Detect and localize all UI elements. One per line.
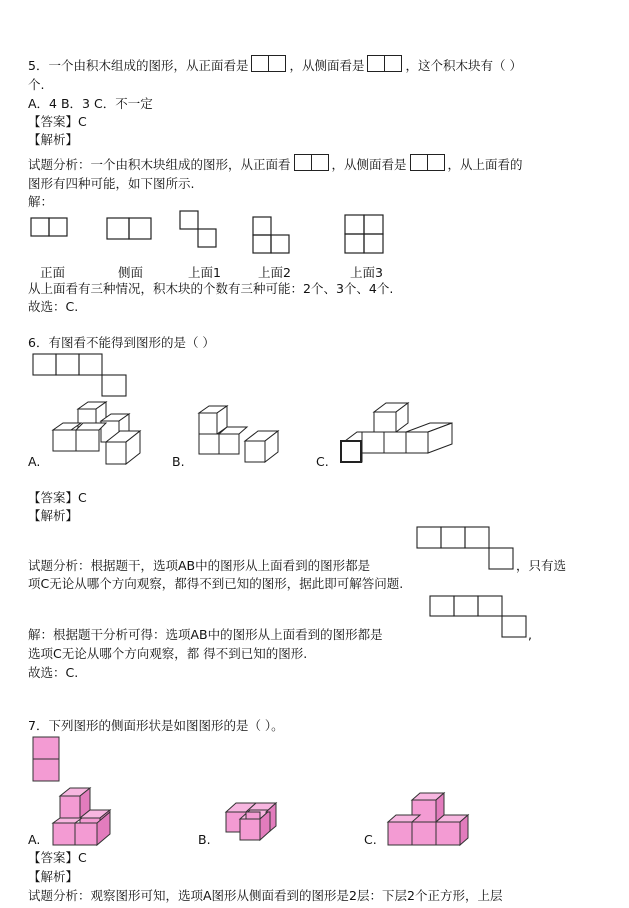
q6-option-c-label: C.: [316, 454, 329, 469]
q7-stem: 7．下列图形的侧面形状是如图图形的是（ ）。: [28, 718, 284, 733]
q7-option-c-label: C.: [364, 832, 377, 847]
q5-analysis-c: ，从上面看的: [447, 157, 523, 172]
q5-answer: 【答案】C: [28, 114, 87, 129]
q6-final: 故选：C.: [28, 665, 79, 680]
q6-analysis-b: ，只有选: [516, 558, 567, 573]
q6-option-a-label: A.: [28, 454, 41, 469]
q5-stem-a: 5．一个由积木组成的图形，从正面看是: [28, 58, 249, 73]
q7-option-a-label: A.: [28, 832, 41, 847]
q7-answer: 【答案】C: [28, 850, 87, 865]
q7-analysis-label: 【解析】: [28, 869, 79, 884]
q5-analysis-label: 【解析】: [28, 132, 79, 147]
q6-stem: 6．有图看不能得到图形的是（ ）: [28, 335, 215, 350]
q6-solution-b: ,: [528, 627, 532, 642]
q7-option-c-figure: [388, 793, 468, 845]
q6-analysis-label: 【解析】: [28, 508, 79, 523]
q7-target-figure: [33, 737, 59, 781]
q5-stem-d: 个.: [28, 77, 45, 92]
q5-conclusion: 从上面看有三种情况，积木块的个数有三种可能：2个、3个、4个.: [28, 281, 394, 296]
q5-caption-top3: 上面3: [350, 265, 383, 280]
q6-answer: 【答案】C: [28, 490, 87, 505]
q5-caption-top1: 上面1: [188, 265, 221, 280]
q6-option-b-label: B.: [172, 454, 185, 469]
q5-analysis-b: ，从侧面看是: [331, 157, 407, 172]
q5-stem-b: ，从侧面看是: [289, 58, 365, 73]
q7-option-b-figure: [226, 803, 276, 840]
q5-analysis-a: 试题分析：一个由积木块组成的图形，从正面看: [28, 157, 291, 172]
q6-analysis-c: 项C无论从哪个方向观察，都得不到已知的图形，据此即可解答问题.: [28, 576, 404, 591]
q5-stem-c: ，这个积木块有（ ）: [405, 58, 522, 73]
q5-solution-label: 解：: [28, 194, 54, 209]
q5-options: A．4 B．3 C．不一定: [28, 96, 153, 111]
q7-option-a-figure: [53, 788, 110, 845]
q5-analysis-d: 图形有四种可能，如下图所示.: [28, 176, 195, 191]
q6-solution-a: 解：根据题干分析可得：选项AB中的图形从上面看到的图形都是: [28, 627, 383, 642]
q7-option-b-label: B.: [198, 832, 211, 847]
q5-caption-top2: 上面2: [258, 265, 291, 280]
q5-caption-side: 侧面: [118, 265, 144, 280]
q5-final: 故选：C.: [28, 299, 79, 314]
q5-caption-front: 正面: [40, 265, 66, 280]
q7-analysis-a: 试题分析：观察图形可知，选项A图形从侧面看到的图形是2层：下层2个正方形，上层: [28, 888, 503, 903]
q6-analysis-a: 试题分析：根据题干，选项AB中的图形从上面看到的图形都是: [28, 558, 371, 573]
q6-solution-c: 选项C无论从哪个方向观察，都 得不到已知的图形.: [28, 646, 308, 661]
